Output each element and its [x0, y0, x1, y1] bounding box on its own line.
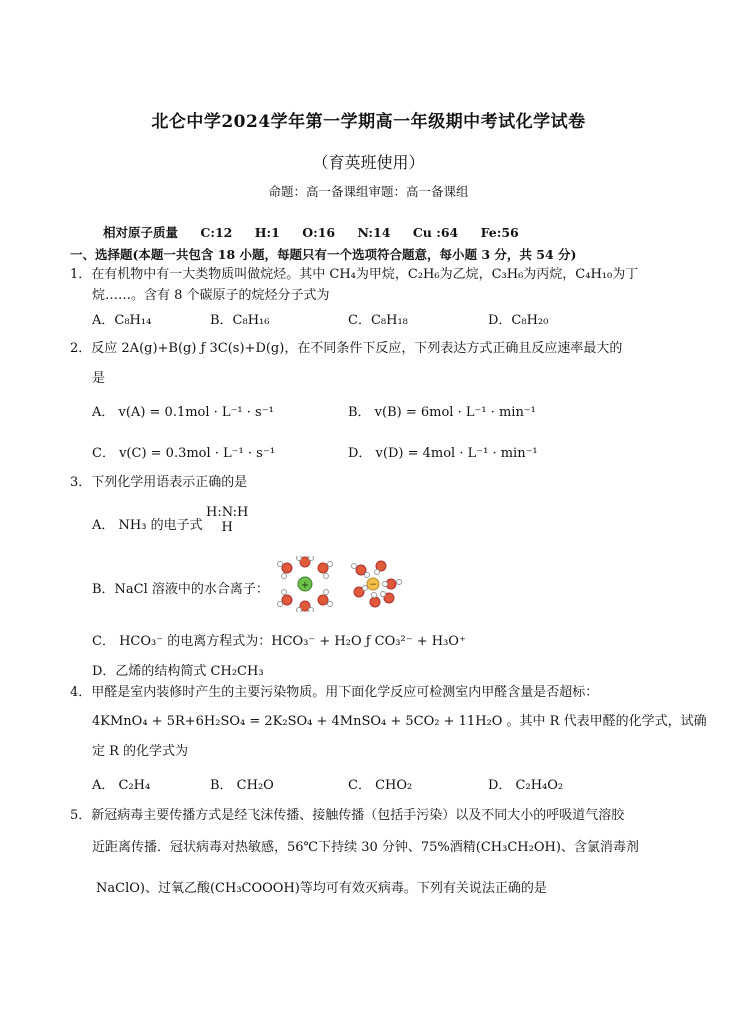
- q5-stem-line3: NaClO)、过氧乙酸(CH₃COOOH)等均可有效灭病毒。下列有关说法正确的是: [96, 881, 547, 896]
- q1-option-d: D．C₈H₂₀: [488, 313, 549, 328]
- atomic-mass-item: N:14: [357, 225, 391, 240]
- q2-stem-line2: 是: [92, 371, 106, 386]
- q5-stem-line2: 近距离传播．冠状病毒对热敏感，56℃下持续 30 分钟、75%酒精(CH₃CH₂OH)、含氯消毒剂: [92, 840, 639, 855]
- q3-option-b: B．NaCl 溶液中的水合离子：: [92, 582, 269, 597]
- q4-option-d: D． C₂H₄O₂: [488, 778, 564, 793]
- q1-stem-line2: 烷……。含有 8 个碳原子的烷烃分子式为: [92, 288, 330, 303]
- q4-stem-line2: 4KMnO₄ + 5R+6H₂SO₄ = 2K₂SO₄ + 4MnSO₄ + 5CO₂ + 11H₂O 。其中 R 代表甲醛的化学式，试确: [92, 714, 707, 729]
- q1-option-a: A．C₈H₁₄: [92, 313, 152, 328]
- svg-text:+: +: [300, 580, 310, 591]
- atomic-masses: [103, 223, 537, 241]
- q3-stem: 3．下列化学用语表示正确的是: [70, 475, 248, 490]
- section-heading: 一、选择题(本题一共包含 18 小题，每题只有一个选项符合题意，每小题 3 分，共 54 分): [70, 247, 577, 262]
- q4-option-b: B． CH₂O: [210, 778, 274, 793]
- q1-option-c: C．C₈H₁₈: [348, 313, 408, 328]
- atomic-mass-item: O:16: [302, 225, 336, 240]
- q3-option-d: D．乙烯的结构简式 CH₂CH₃: [92, 664, 264, 679]
- q2-option-d: D． v(D) = 4mol · L⁻¹ · min⁻¹: [348, 446, 538, 461]
- atomic-mass-item: Cu :64: [412, 225, 459, 240]
- q4-stem-line1: 4．甲醛是室内装修时产生的主要污染物质。用下面化学反应可检测室内甲醛含量是否超标：: [70, 685, 599, 700]
- atomic-mass-item: H:1: [254, 225, 280, 240]
- atomic-mass-item: C:12: [200, 225, 233, 240]
- hydrated-chloride-ion: [352, 561, 402, 607]
- nh3-formula-top: H:N:H: [206, 505, 249, 520]
- authors-line: 命题：高一备课组审题：高一备课组: [268, 184, 469, 199]
- q3-option-a: A． NH₃ 的电子式: [92, 518, 203, 533]
- q2-option-b: B． v(B) = 6mol · L⁻¹ · min⁻¹: [348, 405, 536, 420]
- q2-option-a: A． v(A) = 0.1mol · L⁻¹ · s⁻¹: [92, 405, 274, 420]
- hydrated-ions-svg: [275, 556, 405, 612]
- hydrated-ions-diagram: [275, 556, 405, 612]
- atomic-masses-label: 相对原子质量: [103, 225, 179, 240]
- atomic-mass-item: Fe:56: [480, 225, 519, 240]
- q5-stem-line1: 5．新冠病毒主要传播方式是经飞沫传播、接触传播（包括手污染）以及不同大小的呼吸道气溶胶: [70, 808, 625, 823]
- q2-option-c: C． v(C) = 0.3mol · L⁻¹ · s⁻¹: [92, 446, 275, 461]
- q4-option-c: C． CHO₂: [348, 778, 413, 793]
- q1-stem-line1: 1．在有机物中有一大类物质叫做烷烃。其中 CH₄为甲烷，C₂H₆为乙烷，C₃H₆为丙烷，C₄H₁₀为丁: [70, 267, 639, 282]
- q4-stem-line3: 定 R 的化学式为: [92, 744, 189, 759]
- q3-option-c: C． HCO₃⁻ 的电离方程式为：HCO₃⁻ + H₂O ƒ CO₃²⁻ + H₃O⁺: [92, 634, 466, 649]
- q1-option-b: B．C₈H₁₆: [210, 313, 270, 328]
- page-subtitle: （育英班使用）: [312, 153, 425, 172]
- page-title: 北仑中学2024学年第一学期高一年级期中考试化学试卷: [151, 112, 586, 132]
- nh3-formula-bottom: H: [221, 520, 233, 535]
- hydrated-sodium-ion: [278, 556, 333, 612]
- q2-stem-line1: 2．反应 2A(g)+B(g) ƒ 3C(s)+D(g)，在不同条件下反应，下列表达方式正确且反应速率最大的: [70, 341, 623, 356]
- q4-option-a: A． C₂H₄: [92, 778, 151, 793]
- svg-text:−: −: [369, 580, 377, 590]
- nh3-electron-formula: [206, 506, 248, 535]
